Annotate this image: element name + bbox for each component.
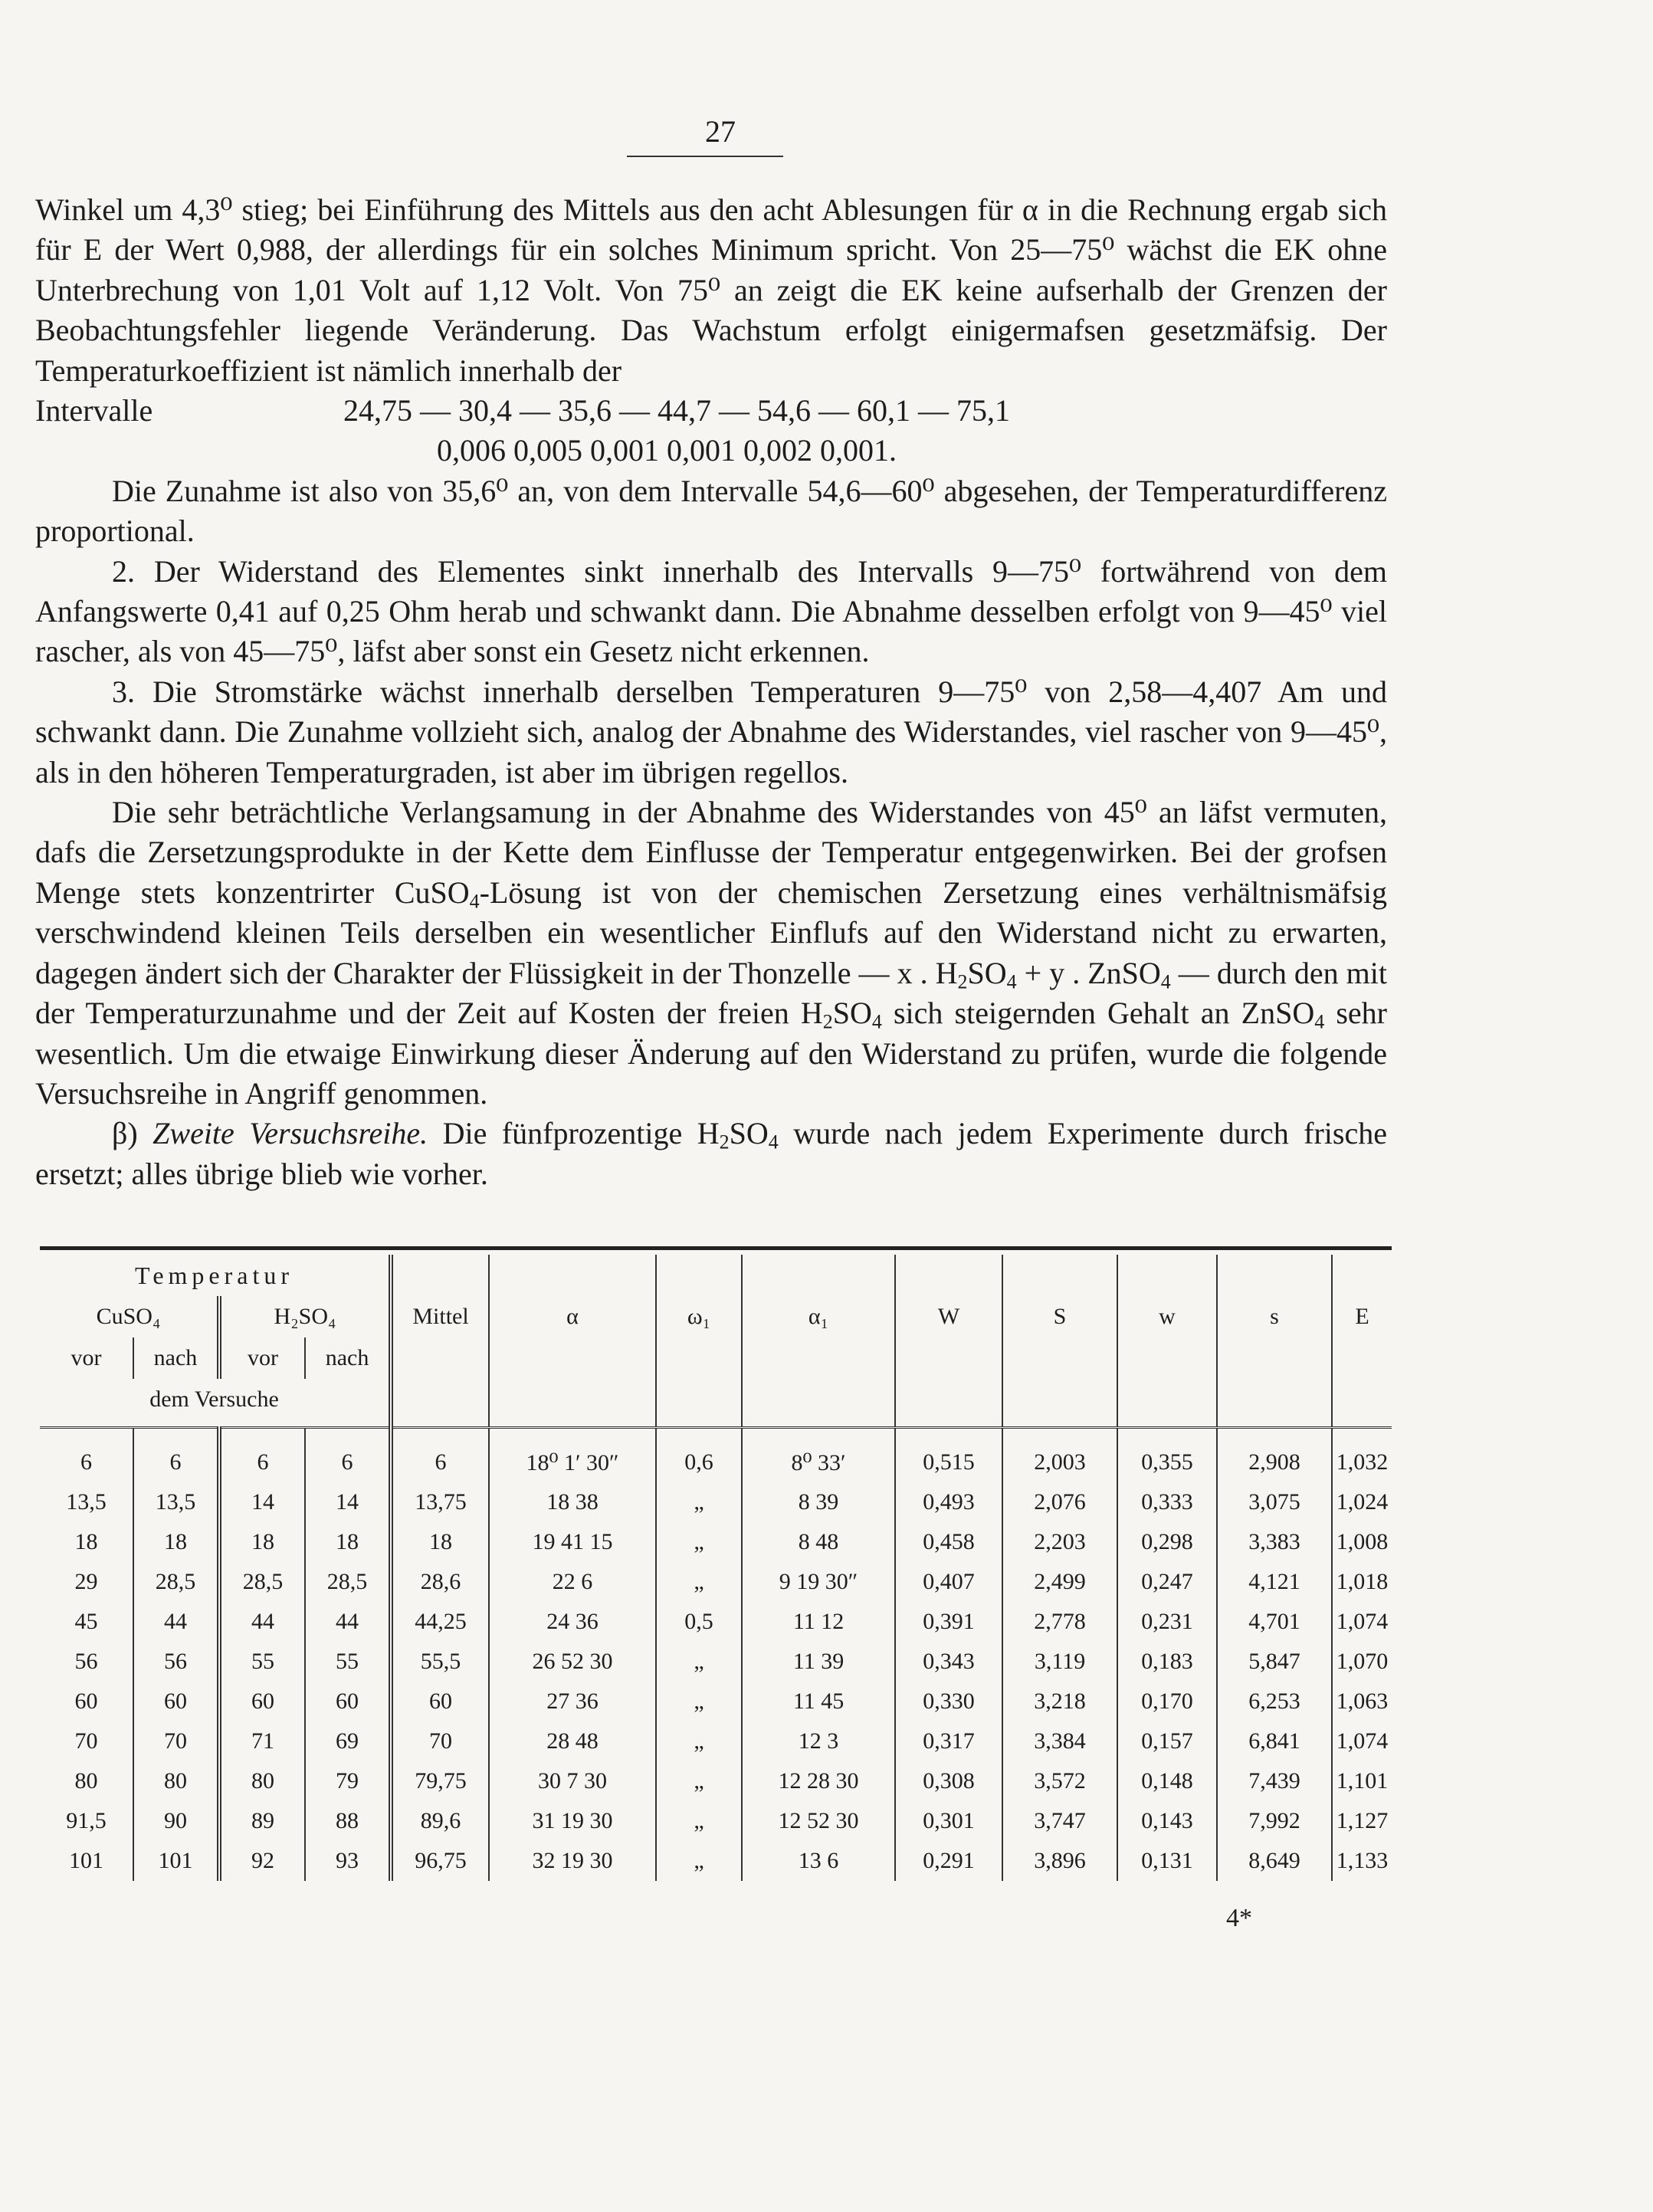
table-cell: 3,896 <box>1002 1841 1117 1881</box>
table-row <box>40 1522 1392 1562</box>
table-cell: 32 19 30 <box>489 1841 656 1881</box>
data-table <box>40 1255 1392 1881</box>
table-cell: 1,018 <box>1332 1562 1392 1602</box>
table-cell: 0,308 <box>895 1761 1002 1801</box>
table-cell: 18 <box>74 1529 98 1554</box>
table-cell: 0,247 <box>1117 1562 1217 1602</box>
table-cell: 44 <box>133 1602 219 1642</box>
table-cell: 88 <box>305 1801 391 1841</box>
table-cell: 22 6 <box>489 1562 656 1602</box>
table-cell: 1,063 <box>1332 1682 1392 1721</box>
table-cell: 2,203 <box>1002 1522 1117 1562</box>
table-row <box>40 1841 1392 1881</box>
table-cell: 3,572 <box>1002 1761 1117 1801</box>
table-cell: 13,5 <box>133 1482 219 1522</box>
table-cell: 70 <box>391 1721 489 1761</box>
table-cell: 24 36 <box>489 1602 656 1642</box>
cuso4-vor-header: vor <box>71 1345 102 1370</box>
table-cell: 19 41 15 <box>489 1522 656 1562</box>
subscript: 2 <box>719 1131 730 1154</box>
header-spacer <box>1002 1379 1117 1428</box>
table-cell: 28,6 <box>391 1562 489 1602</box>
table-cell: 0,131 <box>1117 1841 1217 1881</box>
table-cell: 0,343 <box>895 1642 1002 1682</box>
paragraph-1: Winkel um 4,3⁰ stieg; bei Einführung des Mittels aus den acht Ablesungen für α in die Rechnung ergab sich für E der Wert 0,988, der allerdings für ein solches Minimum spricht. Von 25—75⁰ wächst die EK ohne Unterbrechung von 1,01 Volt auf 1,12 Volt. Von 75⁰ an zeigt die EK keine aufserhalb der Grenzen der Beobachtungsfehler liegende Veränderung. Das Wachstum erfolgt einigermafsen gesetzmäfsig. Der Temperaturkoeffizient ist nämlich innerhalb der <box>35 192 1387 388</box>
table-cell: 92 <box>219 1841 305 1881</box>
table-cell: 101 <box>133 1841 219 1881</box>
cuso4-header: CuSO₄ <box>96 1304 161 1329</box>
cuso4-nach-header: nach <box>133 1337 219 1379</box>
table-cell: „ <box>656 1642 742 1682</box>
table-cell: 0,493 <box>895 1482 1002 1522</box>
table-cell: 2,499 <box>1002 1562 1117 1602</box>
W-header: W <box>895 1255 1002 1379</box>
table-cell: 93 <box>305 1841 391 1881</box>
table-cell: 3,075 <box>1217 1482 1332 1522</box>
paragraph-6 <box>35 1114 1387 1194</box>
table-cell: 0,143 <box>1117 1801 1217 1841</box>
table-cell: 6,841 <box>1217 1721 1332 1761</box>
table-cell: 90 <box>133 1801 219 1841</box>
table-cell: 13 6 <box>742 1841 895 1881</box>
table-cell: 55 <box>305 1642 391 1682</box>
table-cell: 70 <box>74 1728 98 1754</box>
data-table-wrap <box>40 1246 1392 1881</box>
table-body <box>40 1428 1392 1882</box>
table-cell: 7,439 <box>1217 1761 1332 1801</box>
body-text <box>35 190 1387 1194</box>
table-cell: 18 <box>305 1522 391 1562</box>
table-cell: 80 <box>74 1768 98 1794</box>
w-header: w <box>1117 1255 1217 1379</box>
S-header: S <box>1002 1255 1117 1379</box>
table-cell: 28,5 <box>133 1562 219 1602</box>
table-cell: 13,5 <box>66 1489 107 1515</box>
table-cell: 28,5 <box>305 1562 391 1602</box>
subscript: 4 <box>768 1131 779 1154</box>
table-cell: 60 <box>305 1682 391 1721</box>
table-cell: 11 12 <box>742 1602 895 1642</box>
paragraph-3: 2. Der Widerstand des Elementes sinkt innerhalb des Intervalls 9—75⁰ fortwährend von dem Anfangswerte 0,41 auf 0,25 Ohm herab und schwankt dann. Die Abnahme desselben erfolgt von 9—45⁰ viel rascher, als von 45—75⁰, läfst aber sonst ein Gesetz nicht erkennen. <box>35 553 1387 669</box>
paragraph-2: Die Zunahme ist also von 35,6⁰ an, von dem Intervalle 54,6—60⁰ abgesehen, der Temperaturdifferenz proportional. <box>35 473 1387 549</box>
table-cell: 60 <box>74 1689 98 1714</box>
table-cell: 0,231 <box>1117 1602 1217 1642</box>
table-cell: 18 <box>219 1522 305 1562</box>
table-cell: 0,5 <box>656 1602 742 1642</box>
temperature-header: Temperatur <box>135 1261 294 1289</box>
table-cell: „ <box>656 1562 742 1602</box>
table-row <box>40 1428 1392 1483</box>
table-cell: 2,003 <box>1002 1428 1117 1483</box>
table-cell: 18 <box>391 1522 489 1562</box>
table-cell: „ <box>656 1682 742 1721</box>
table-cell: 5,847 <box>1217 1642 1332 1682</box>
signature-mark: 4* <box>1226 1904 1252 1932</box>
table-cell: 28,5 <box>219 1562 305 1602</box>
table-cell: 91,5 <box>66 1808 107 1833</box>
table-cell: 4,701 <box>1217 1602 1332 1642</box>
table-row <box>40 1801 1392 1841</box>
subscript: 4 <box>469 890 480 913</box>
table-cell: 3,218 <box>1002 1682 1117 1721</box>
mittel-header: Mittel <box>391 1255 489 1379</box>
table-cell: 80 <box>133 1761 219 1801</box>
table-cell: 11 39 <box>742 1642 895 1682</box>
table-cell: 29 <box>74 1569 98 1594</box>
subscript: 4 <box>1160 970 1171 993</box>
table-cell: 1,101 <box>1332 1761 1392 1801</box>
table-cell: 27 36 <box>489 1682 656 1721</box>
table-cell: 11 45 <box>742 1682 895 1721</box>
table-top-rule <box>40 1246 1392 1250</box>
alpha1-header: α₁ <box>742 1255 895 1379</box>
header-spacer <box>1217 1379 1332 1428</box>
table-cell: 0,458 <box>895 1522 1002 1562</box>
table-cell: 26 52 30 <box>489 1642 656 1682</box>
table-cell: 60 <box>219 1682 305 1721</box>
header-spacer <box>489 1379 656 1428</box>
table-cell: 0,330 <box>895 1682 1002 1721</box>
h2so4-nach-header: nach <box>305 1337 391 1379</box>
table-cell: 56 <box>74 1649 98 1674</box>
table-cell: 1,024 <box>1332 1482 1392 1522</box>
table-cell: 7,992 <box>1217 1801 1332 1841</box>
table-cell: 1,133 <box>1332 1841 1392 1881</box>
coefficient-values: 0,006 0,005 0,001 0,001 0,002 0,001. <box>437 433 897 468</box>
omega1-header: ω₁ <box>656 1255 742 1379</box>
table-cell: 6 <box>80 1449 92 1475</box>
table-cell: 1,127 <box>1332 1801 1392 1841</box>
header-spacer <box>1332 1379 1392 1428</box>
table-cell: 12 52 30 <box>742 1801 895 1841</box>
table-cell: 14 <box>219 1482 305 1522</box>
table-cell: 1,032 <box>1332 1428 1392 1483</box>
h2so4-header: H₂SO₄ <box>219 1296 391 1337</box>
table-cell: 6 <box>305 1428 391 1483</box>
table-row <box>40 1761 1392 1801</box>
table-cell: „ <box>656 1761 742 1801</box>
p6-segment: Die fünfprozentige H <box>428 1116 720 1151</box>
subscript: 4 <box>1314 1010 1325 1033</box>
p6-segment: SO <box>729 1116 769 1151</box>
table-row <box>40 1682 1392 1721</box>
s-header: s <box>1217 1255 1332 1379</box>
table-cell: 0,407 <box>895 1562 1002 1602</box>
table-cell: „ <box>656 1841 742 1881</box>
table-cell: 3,383 <box>1217 1522 1332 1562</box>
table-cell: 3,119 <box>1002 1642 1117 1682</box>
table-cell: 1,074 <box>1332 1721 1392 1761</box>
table-cell: 12 3 <box>742 1721 895 1761</box>
table-cell: 9 19 30″ <box>742 1562 895 1602</box>
table-cell: 1,008 <box>1332 1522 1392 1562</box>
subscript: 4 <box>871 1010 882 1033</box>
p5-segment: Die sehr beträchtliche Verlangsamung in der Abnahme des Widerstandes von 45⁰ an läfst vermuten, dafs die Zersetzungsprodukte in der Kette dem Einflusse der Temperatur entgegenwirken. Bei der grofsen Menge stets konzentrirter CuSO <box>35 795 1387 910</box>
table-cell: 56 <box>133 1642 219 1682</box>
table-cell: 101 <box>69 1848 103 1873</box>
page-number-rule <box>627 156 783 157</box>
table-cell: 0,6 <box>656 1428 742 1483</box>
table-cell: 2,908 <box>1217 1428 1332 1483</box>
table-cell: „ <box>656 1522 742 1562</box>
table-cell: 2,076 <box>1002 1482 1117 1522</box>
section-title: Zweite Versuchsreihe. <box>153 1116 428 1151</box>
table-cell: 6,253 <box>1217 1682 1332 1721</box>
header-spacer <box>742 1379 895 1428</box>
table-cell: 1,070 <box>1332 1642 1392 1682</box>
table-cell: 28 48 <box>489 1721 656 1761</box>
table-cell: 0,170 <box>1117 1682 1217 1721</box>
table-cell: „ <box>656 1482 742 1522</box>
subscript: 2 <box>822 1010 833 1033</box>
table-cell: 18 38 <box>489 1482 656 1522</box>
table-row <box>40 1482 1392 1522</box>
table-cell: 4,121 <box>1217 1562 1332 1602</box>
table-cell: 6 <box>391 1428 489 1483</box>
table-cell: 3,747 <box>1002 1801 1117 1841</box>
table-cell: 0,317 <box>895 1721 1002 1761</box>
header-spacer <box>1117 1379 1217 1428</box>
table-cell: 89 <box>219 1801 305 1841</box>
table-cell: 1,074 <box>1332 1602 1392 1642</box>
table-cell: 0,391 <box>895 1602 1002 1642</box>
table-cell: 79 <box>305 1761 391 1801</box>
p5-segment: SO <box>832 996 872 1031</box>
table-cell: 0,355 <box>1117 1428 1217 1483</box>
table-cell: 55,5 <box>391 1642 489 1682</box>
table-cell: 0,515 <box>895 1428 1002 1483</box>
table-cell: 18 <box>133 1522 219 1562</box>
dem-versuche-header: dem Versuche <box>40 1379 391 1428</box>
p5-segment: sehr wesentlich. Um die etwaige Einwirkung dieser Änderung auf den Widerstand zu prüfen, wurde die folgende Versuchsreihe in Angriff genommen. <box>35 996 1387 1111</box>
table-cell: 8 39 <box>742 1482 895 1522</box>
interval-label: Intervalle <box>35 393 153 428</box>
table-cell: 44,25 <box>391 1602 489 1642</box>
table-cell: „ <box>656 1801 742 1841</box>
interval-values: 24,75 — 30,4 — 35,6 — 44,7 — 54,6 — 60,1 — 75,1 <box>343 393 1010 428</box>
table-cell: 0,298 <box>1117 1522 1217 1562</box>
page-number: 27 <box>705 114 736 149</box>
header-spacer <box>391 1379 489 1428</box>
table-cell: 14 <box>305 1482 391 1522</box>
table-cell: 8 48 <box>742 1522 895 1562</box>
table-cell: 96,75 <box>391 1841 489 1881</box>
paragraph-4: 3. Die Stromstärke wächst innerhalb derselben Temperaturen 9—75⁰ von 2,58—4,407 Am und schwankt dann. Die Zunahme vollzieht sich, analog der Abnahme des Widerstandes, viel rascher von 9—45⁰, als in den höheren Temperaturgraden, ist aber im übrigen regellos. <box>35 674 1387 789</box>
p5-segment: — durch den mit der Temperaturzunahme und der Zeit auf Kosten der freien H <box>35 955 1388 1031</box>
table-cell: 79,75 <box>391 1761 489 1801</box>
table-cell: 0,301 <box>895 1801 1002 1841</box>
subscript: 2 <box>957 970 968 993</box>
subscript: 4 <box>1006 970 1017 993</box>
alpha-header: α <box>489 1255 656 1379</box>
table-cell: 2,778 <box>1002 1602 1117 1642</box>
table-cell: „ <box>656 1721 742 1761</box>
table-cell: 0,157 <box>1117 1721 1217 1761</box>
table-cell: 6 <box>133 1428 219 1483</box>
coefficient-line <box>35 431 1387 471</box>
table-cell: 3,384 <box>1002 1721 1117 1761</box>
p6-segment: wurde nach jedem Experimente durch frische ersetzt; alles übrige blieb wie vorher. <box>35 1116 1387 1191</box>
table-cell: 69 <box>305 1721 391 1761</box>
table-row <box>40 1642 1392 1682</box>
table-cell: 44 <box>305 1602 391 1642</box>
p5-segment: + y . ZnSO <box>1016 955 1161 990</box>
table-cell: 0,333 <box>1117 1482 1217 1522</box>
p5-segment: sich steigernden Gehalt an ZnSO <box>881 996 1315 1031</box>
table-cell: 89,6 <box>391 1801 489 1841</box>
table-row <box>40 1721 1392 1761</box>
table-cell: 60 <box>133 1682 219 1721</box>
interval-line <box>35 391 1387 431</box>
table-cell: 0,183 <box>1117 1642 1217 1682</box>
table-cell: 30 7 30 <box>489 1761 656 1801</box>
table-cell: 45 <box>74 1609 98 1634</box>
table-cell: 0,148 <box>1117 1761 1217 1801</box>
table-cell: 55 <box>219 1642 305 1682</box>
table-cell: 8⁰ 33′ <box>742 1428 895 1483</box>
table-cell: 44 <box>219 1602 305 1642</box>
table-cell: 71 <box>219 1721 305 1761</box>
header-spacer <box>656 1379 742 1428</box>
header-spacer <box>895 1379 1002 1428</box>
table-cell: 13,75 <box>391 1482 489 1522</box>
table-cell: 70 <box>133 1721 219 1761</box>
table-cell: 31 19 30 <box>489 1801 656 1841</box>
paragraph-5 <box>35 793 1387 1114</box>
table-row <box>40 1562 1392 1602</box>
table-cell: 0,291 <box>895 1841 1002 1881</box>
h2so4-vor-header: vor <box>219 1337 305 1379</box>
p5-segment: SO <box>967 955 1007 990</box>
table-cell: 12 28 30 <box>742 1761 895 1801</box>
table-cell: 8,649 <box>1217 1841 1332 1881</box>
p5-segment: -Lösung ist von der chemischen Zersetzung eines verhältnismäfsig verschwindend kleinen Teils derselben ein wesentlicher Einflufs auf den Widerstand nicht zu erwarten, dagegen ändert sich der Charakter der Flüssigkeit in der Thonzelle — x . H <box>35 875 1388 990</box>
E-header: E <box>1332 1255 1392 1379</box>
table-cell: 80 <box>219 1761 305 1801</box>
table-cell: 60 <box>391 1682 489 1721</box>
section-label: β) <box>112 1116 138 1151</box>
table-cell: 18⁰ 1′ 30″ <box>489 1428 656 1483</box>
table-cell: 6 <box>219 1428 305 1483</box>
table-row <box>40 1602 1392 1642</box>
